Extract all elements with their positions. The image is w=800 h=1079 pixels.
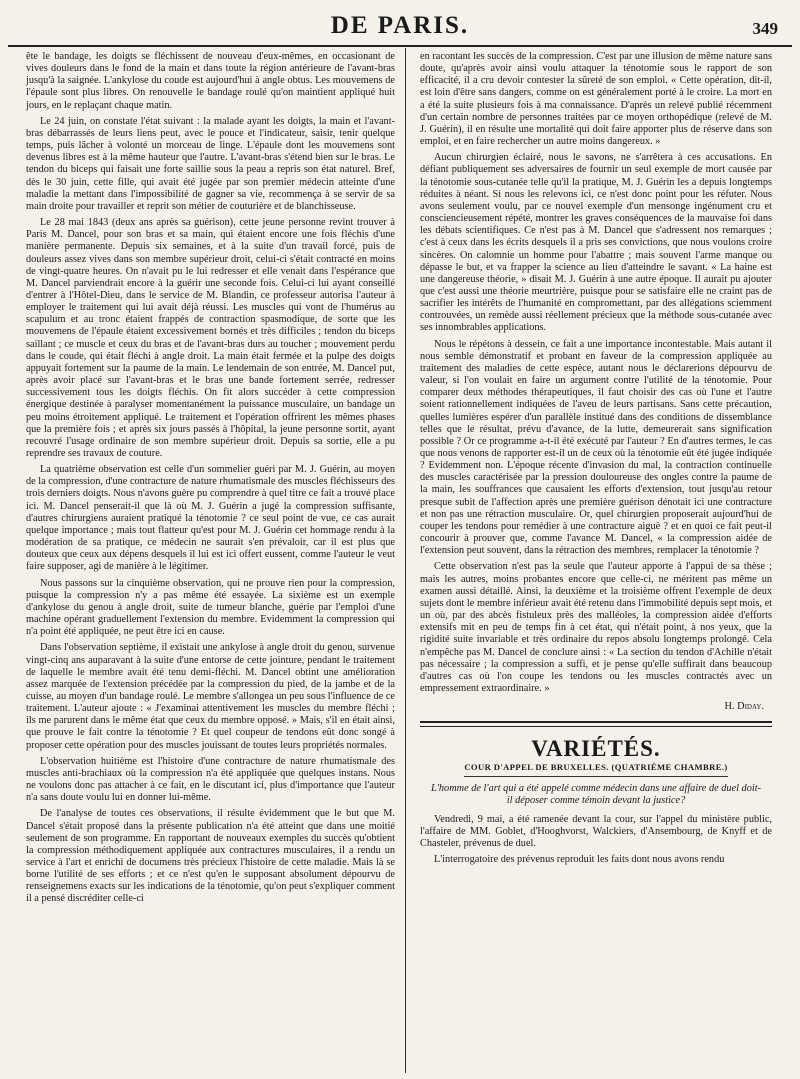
- paragraph: Vendredi, 9 mai, a été ramenée devant la cour, sur l'appel du ministère public, l'affaire de MM. Goblet, d'Hooghvorst, Walckiers, d'Ansembourg, de Knyff et de Chasteler, prévenus de duel.: [420, 814, 772, 850]
- column-divider: [405, 48, 406, 1073]
- paragraph: Le 24 juin, on constate l'état suivant : la malade ayant les doigts, la main et l'avant-bras débarrassés de leurs liens peut, avec le pouce et l'indicateur, saisir, tenir quelque temps, puis lâcher à volonté un morceau de linge. L'épaule dont les mouvemens sont devenus libres est à la même hauteur que l'autre. L'avant-bras s'étend bien sur le bras. Le tendon du biceps qui faisait une forte saillie sous la peau a repris son état naturel. Bref, dès le 30 juin, cette fille, qui avait été jugée par son premier médecin atteinte d'une maladie la mettant dans l'impossibilité de gagner sa vie, recommença à se servir de sa main droite pour travailler et reprit son métier de couturière et de blanchisseuse.: [26, 115, 395, 212]
- paragraph: L'observation huitième est l'histoire d'une contracture de nature rhumatismale des muscles anti-brachiaux où la compression n'a été appliquée que quelques instans. Nous ne voulons donc pas attacher à ce fait, en le discutant ici, plus d'importance que l'auteur n'a sans doute voulu lui en donner lui-même.: [26, 755, 395, 804]
- case-title: L'homme de l'art qui a été appelé comme médecin dans une affaire de duel doit-il déposer comme témoin devant la justice?: [430, 782, 761, 806]
- paragraph: De l'analyse de toutes ces observations, il résulte évidemment que le but que M. Dancel s'était proposé dans la présente publication n'a été atteint que dans une moitié seulement de son programme. En rapportant de nouveaux exemples du succès qu'obtient la compression méthodiquement appliquée aux contractures musculaires, il a rendu un service à l'art et enrichi de documens très précieux l'histoire de cette maladie. Mais là se borne l'utilité de ses efforts ; et ce n'est qu'en le supposant absolument dépourvu de renseignemens exacts sur les indications de la ténotomie, qu'on peut s'expliquer comment il a pensé discréditer celle-ci: [26, 808, 395, 905]
- court-heading: [420, 761, 772, 776]
- page-number: 349: [752, 19, 778, 38]
- paragraph: La quatrième observation est celle d'un sommelier guéri par M. J. Guérin, au moyen de la compression, d'une contracture de nature rhumatismale des muscles fléchisseurs des trois derniers doigts. Nous n'avons guère pu comprendre à quel titre ce fait a trouvé place ici. M. Dancel penserait-il que là où M. J. Guérin a jugé la compression suffisante, d'autres chirurgiens auraient pratiqué la ténotomie ? ce seul point de vue, ce cas aurait quelque importance ; mais tout flatteur qu'est pour M. J. Guérin cet hommage rendu à la modération de sa pratique, ce médecin ne saurait s'en prévaloir, car il est plus que douteux que ceux aux dépens desquels il lui est ici offert eussent, comme l'auteur le veut faire supposer, agi de manière à le légitimer.: [26, 464, 395, 573]
- right-column: [420, 51, 772, 871]
- left-column: [26, 51, 395, 910]
- court-heading-text: COUR D'APPEL DE BRUXELLES. (QUATRIÈME CHAMBRE.): [464, 761, 727, 776]
- paragraph: Cette observation n'est pas la seule que l'auteur apporte à l'appui de sa thèse ; mais les autres, moins probantes encore que celle-ci, ne méritent pas même un examen aussi détaillé. Ainsi, la deuxième et la troisième offrent l'exemple de deux sujets dont le membre inférieur avait été retenu dans l'immobilité depuis sept mois, et un où, par des abcès fistuleux près des malléoles, la compression aidée d'efforts extensifs mit en peu de temps fin à cet état, qui n'était point, à nos yeux, que la rigidité suite invariable et très ordinaire du repos absolu longtemps prolongé. Cela n'empêche pas M. Dancel de conclure ainsi : « La section du tendon d'Achille n'était pas nécessaire ; la compression a suffi, et je pense qu'elle suffirait dans beaucoup d'autres cas où l'on coupe les tendons ou les muscles contractés avec un empressement extraordinaire. »: [420, 561, 772, 694]
- paragraph: Aucun chirurgien éclairé, nous le savons, ne s'arrêtera à ces accusations. En défiant publiquement ses adversaires de fournir un seul exemple de mort causée par la ténotomie sous-cutanée telle qu'il la pratique, M. J. Guérin les a depuis longtemps réduites à néant. Si nous les relevons ici, ce n'est donc point pour les réfuter. Nous avons seulement voulu, par ce nouvel exemple d'un mensonge ingénument cru et consciencieusement répété, montrer les graves conséquences de la mauvaise foi dans les débats scientifiques. Ce n'est pas à M. Dancel que s'adressent nos remarques ; c'est à ceux dans les écrits desquels il a pris ses convictions, que nous voulons croire sincères. On calomnie un homme pour l'abattre ; mais souvent l'arme manque ou dépasse le but, et va frapper la science au lieu d'atteindre le savant. « La haine est une dangereuse théorie, » disait M. J. Guérin à une autre époque. Il aurait pu ajouter que c'est aussi une théorie meurtrière, puisque pour se satisfaire elle ne craint pas de sacrifier les intérêts de l'humanité en compromettant, par des allégations sciemment controuvées, un remède aussi réellement précieux que la méthode sous-cutanée avec ses innombrables applications.: [420, 152, 772, 334]
- newspaper-title: DE PARIS.: [330, 12, 470, 39]
- paragraph: ête le bandage, les doigts se fléchissent de nouveau d'eux-mêmes, en occasionant de vives douleurs dans le fond de la main et dans toute la région antérieure de l'avant-bras jusqu'à la saignée. L'ankylose du coude est aujourd'hui à angle obtus. Les mouvemens de l'épaule sont plus libres. On renouvelle le bandage roulé qu'on maintient appliqué huit jours, en le replaçant chaque matin.: [26, 51, 395, 111]
- page-header: [0, 0, 800, 44]
- author-signature: H. Diday.: [724, 701, 764, 713]
- paragraph: Dans l'observation septième, il existait une ankylose à angle droit du genou, survenue vingt-cinq ans auparavant à la suite d'une entorse de cette jointure, pendant le traitement de laquelle le membre avait été tenu demi-fléchi. M. Dancel obtint une amélioration assez marquée de l'extension précédée par la compression du pied, de la jambe et de la cuisse, au moyen d'un bandage roulé. Le membre s'allongea un peu sous l'influence de ce traitement. L'auteur ajoute : « J'examinai attentivement les muscles du membre fléchi ; ils me parurent dans le même état que ceux du membre opposé. » Mais, s'il en était ainsi, que prouve le fait contre la ténotomie ? Et quel coupeur de tendons eût donc songé à proposer cette opération pour des muscles jouissant de toutes leurs propriétés normales.: [26, 642, 395, 751]
- paragraph: Nous le répétons à dessein, ce fait a une importance incontestable. Mais autant il nous semble démonstratif et probant en faveur de la compression appliquée au traitement des maladies de cette espèce, autant nous le déclarerions dépourvu de valeur, si l'on voulait en faire un argument contre l'utilité de la ténotomie. Pour comparer deux méthodes thérapeutiques, il faut choisir des cas où l'une et l'autre soient rationnellement indiquées de l'aveu de leurs partisans. Sans cette précaution, quelles lumières espérer d'un parallèle institué dans des conditions de dissemblance telles que le résultat, prévu d'avance, de la lutte, demeurerait sans signification possible ? Or ce programme a-t-il été exécuté par l'auteur ? En d'autres termes, le cas que nous venons de rapporter est-il un de ceux où la ténotomie eût été jugée indiquée ? Evidemment non. L'époque récente d'invasion du mal, la contraction continuelle des muscles caractérisée par la pression douloureuse des ongles contre la paume de la main, les souffrances que causaient les efforts d'extension, tout jusqu'au retour presque subit de l'affection après une première guérison dénotait ici une contracture et non pas une rétraction musculaire. Or, quel chirurgien proposerait aujourd'hui de couper les tendons pour remédier à une contracture aiguë ? et en quoi ce fait peut-il concourir à prouver que, comme l'avance M. Dancel, « la compression aidée de l'extension peut souvent, dans la rétraction des membres, remplacer la ténotomie ?: [420, 338, 772, 557]
- header-rule: [8, 45, 792, 47]
- section-separator: [420, 721, 772, 727]
- section-title: VARIÉTÉS.: [531, 736, 661, 762]
- paragraph: Nous passons sur la cinquième observation, qui ne prouve rien pour la compression, puisque la compression n'y a pas même été essayée. La sixième est un exemple d'ankylose du genou à angle droit, suite de tumeur blanche, guérie par l'emploi d'une machine opérant graduellement l'extension du membre. Evidemment la compression qui n'a point été appliquée, ne peut être ici en cause.: [26, 577, 395, 638]
- paragraph: en racontant les succès de la compression. C'est par une illusion de même nature sans doute, qu'après avoir ainsi voulu attaquer la ténotomie sous le rapport de son efficacité, il a cru devoir contester la sûreté de son emploi. « Cette opération, dit-il, est loin d'être sans dangers, comme on est généralement porté à le croire. La mort en a été la suite plusieurs fois à ma connaissance. D'après un relevé publié récemment d'un certain nombre de personnes traitées par ce moyen orthopédique (relevé de M. J. Guérin), il en résulte une mortalité qui doit faire apporter plus de réserve dans son emploi, et en faire rechercher un autre moins dangereux. »: [420, 51, 772, 148]
- paragraph: Le 28 mai 1843 (deux ans après sa guérison), cette jeune personne revint trouver à Paris M. Dancel, pour son bras et sa main, qui étaient encore une fois fléchis d'une manière permanente. Depuis six semaines, et à la suite d'un travail forcé, puis de douleurs assez vives dans son membre supérieur droit, celui-ci s'était contracté en moins de vingt-quatre heures. On n'avait pu le lui redresser et elle venait dans l'espérance que M. Dancel parviendrait encore à la guérir une seconde fois. Celui-ci lui ayant conseillé d'entrer à l'Hôtel-Dieu, dans le service de M. Blandin, ce professeur autorisa l'auteur à employer le traitement qui lui avait déjà réussi. Les muscles qui vont de l'humérus au scapulum et au tronc étaient frappés de contraction spasmodique, de sorte que les mouvemens de l'épaule étaient excessivement bornés et très difficiles ; tendon du biceps saillant ; ce muscle et ceux du bras et de l'avant-bras durs au toucher ; mouvement perdu dans le coude, qui était fléchi à angle droit. La main était fermée et la pulpe des doigts appuyait fortement sur la paume de la main. Le lendemain de son entrée, M. Dancel put, après avoir placé sur l'avant-bras et le bras une bande fortement serrée, redresser successivement tous les doigts fléchis. On fit alors succéder à cette compression énergique destinée à paralyser momentanément la puissance musculaire, un bandage un peu moins étroitement appliqué. Le traitement et l'opération offrirent les mêmes phases que la première fois ; et après six jours passés à l'hôpital, la jeune personne sortit, ayant recouvré l'usage ordinaire de son membre supérieur droit. Depuis sa sortie, elle a pu reprendre ses travaux de couture.: [26, 217, 395, 459]
- paragraph: L'interrogatoire des prévenus reproduit les faits dont nous avons rendu: [434, 854, 725, 866]
